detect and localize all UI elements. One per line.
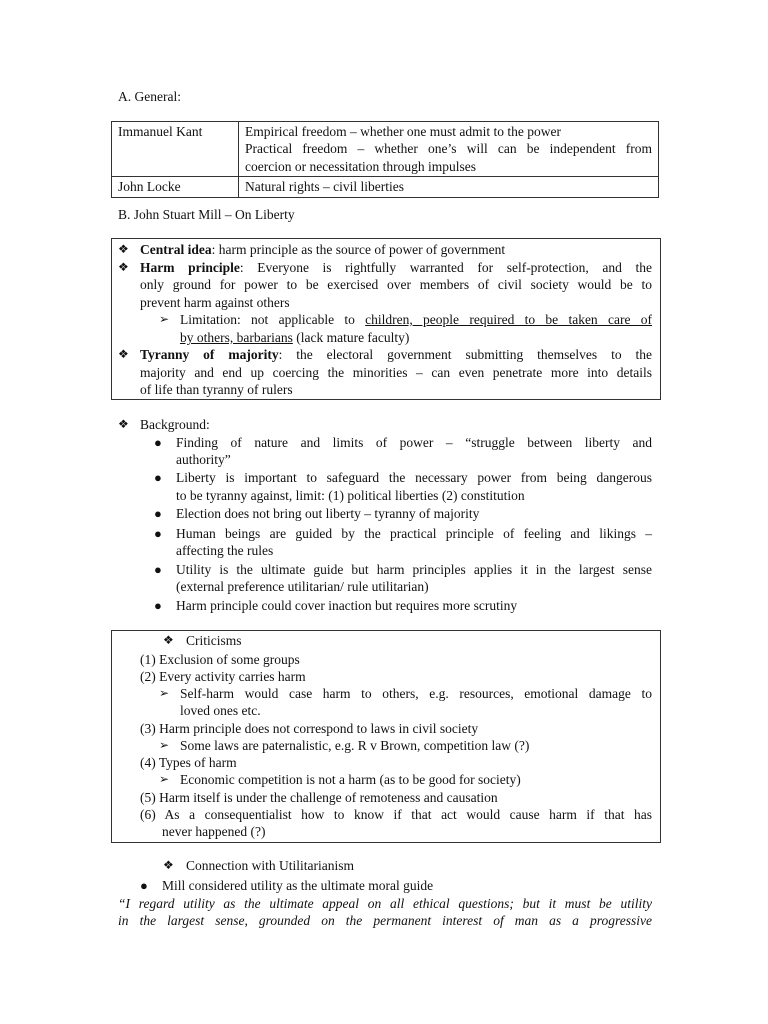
table-row (112, 177, 659, 197)
limitation-underlined: children, people required to be taken care of (365, 312, 652, 327)
dot-bullet-icon: ● (154, 526, 162, 541)
tyranny-line: of life than tyranny of rulers (140, 382, 293, 397)
criticism-item: never happened (?) (162, 824, 266, 839)
arrow-bullet-icon: ➢ (159, 772, 170, 786)
diamond-bullet-icon: ❖ (163, 858, 174, 872)
criticism-subitem: Self-harm would case harm to others, e.g. resources, emotional damage to (180, 686, 652, 701)
table-cell-description (239, 122, 659, 177)
table-cell-description (239, 177, 659, 197)
connection-bullet: Mill considered utility as the ultimate moral guide (162, 878, 434, 893)
criticisms-heading: Criticisms (186, 633, 242, 648)
dot-bullet-icon: ● (154, 470, 162, 485)
background-item: Liberty is important to safeguard the necessary power from being dangerous (176, 470, 652, 485)
mill-quote-line: “I regard utility as the ultimate appeal on all ethical questions; but it must be utility (118, 896, 652, 911)
arrow-bullet-icon: ➢ (159, 312, 170, 326)
table-cell-name: Immanuel Kant (112, 122, 239, 177)
harm-principle-label: Harm principle (140, 260, 240, 275)
criticism-item: (2) Every activity carries harm (140, 669, 306, 684)
tyranny-text: : the electoral government submitting themselves to the (278, 347, 652, 362)
section-a-heading: A. General: (118, 89, 181, 104)
diamond-bullet-icon: ❖ (118, 242, 129, 256)
connection-heading: Connection with Utilitarianism (186, 858, 354, 873)
central-idea-text: : harm principle as the source of power of government (211, 242, 506, 257)
arrow-bullet-icon: ➢ (159, 738, 170, 752)
criticism-item: (3) Harm principle does not correspond to laws in civil society (140, 721, 479, 736)
mill-quote-line: in the largest sense, grounded on the permanent interest of man as a progressive (118, 913, 652, 928)
general-table (111, 121, 659, 198)
limitation-line (180, 311, 652, 328)
dot-bullet-icon: ● (154, 506, 162, 521)
tyranny-line (140, 346, 652, 363)
central-idea-label: Central idea (140, 242, 212, 257)
description-line: Natural rights – civil liberties (245, 179, 404, 195)
criticism-item: (5) Harm itself is under the challenge of remoteness and causation (140, 790, 498, 805)
background-item: authority” (176, 452, 231, 467)
arrow-bullet-icon: ➢ (159, 686, 170, 700)
description-line: coercion or necessitation through impulses (245, 158, 476, 174)
limitation-suffix: (lack mature faculty) (292, 330, 410, 345)
criticism-item: (6) As a consequentialist how to know if that act would cause harm if that has (140, 807, 652, 822)
tyranny-line: majority and end up coercing the minorities – can even penetrate more into details (140, 365, 652, 380)
dot-bullet-icon: ● (154, 562, 162, 577)
limitation-underlined: by others, barbarians (180, 330, 293, 345)
criticism-subitem: Economic competition is not a harm (as to be good for society) (180, 772, 521, 787)
criticism-subitem: Some laws are paternalistic, e.g. R v Brown, competition law (?) (180, 738, 530, 753)
diamond-bullet-icon: ❖ (163, 633, 174, 647)
criticism-item: (4) Types of harm (140, 755, 237, 770)
dot-bullet-icon: ● (154, 598, 162, 613)
background-item: Finding of nature and limits of power – “struggle between liberty and (176, 435, 652, 450)
background-item: to be tyranny against, limit: (1) political liberties (2) constitution (176, 488, 525, 503)
limitation-prefix: Limitation: not applicable to (180, 312, 366, 327)
background-item: Utility is the ultimate guide but harm principles applies it in the largest sense (176, 562, 652, 577)
harm-principle-line (140, 259, 652, 276)
central-idea-line (140, 241, 505, 258)
criticism-subitem: loved ones etc. (180, 703, 261, 718)
limitation-line (180, 329, 409, 346)
table-cell-name: John Locke (112, 177, 239, 197)
background-item: Harm principle could cover inaction but requires more scrutiny (176, 598, 518, 613)
background-item: (external preference utilitarian/ rule utilitarian) (176, 579, 429, 594)
harm-principle-text: : Everyone is rightfully warranted for self-protection, and the (239, 260, 652, 275)
table-row (112, 122, 659, 177)
description-line: Practical freedom – whether one’s will can be independent from (245, 141, 652, 157)
diamond-bullet-icon: ❖ (118, 260, 129, 274)
section-b-heading: B. John Stuart Mill – On Liberty (118, 207, 295, 222)
background-item: Election does not bring out liberty – tyranny of majority (176, 506, 480, 521)
harm-principle-line: only ground for power to be exercised over members of civil society would be to (140, 277, 652, 292)
diamond-bullet-icon: ❖ (118, 347, 129, 361)
background-item: affecting the rules (176, 543, 274, 558)
harm-principle-line: prevent harm against others (140, 295, 290, 310)
dot-bullet-icon: ● (140, 878, 148, 893)
background-item: Human beings are guided by the practical principle of feeling and likings – (176, 526, 652, 541)
description-line: Empirical freedom – whether one must admit to the power (245, 124, 562, 139)
criticism-item: (1) Exclusion of some groups (140, 652, 300, 667)
diamond-bullet-icon: ❖ (118, 417, 129, 431)
dot-bullet-icon: ● (154, 435, 162, 450)
background-heading: Background: (140, 417, 210, 432)
tyranny-label: Tyranny of majority (140, 347, 279, 362)
